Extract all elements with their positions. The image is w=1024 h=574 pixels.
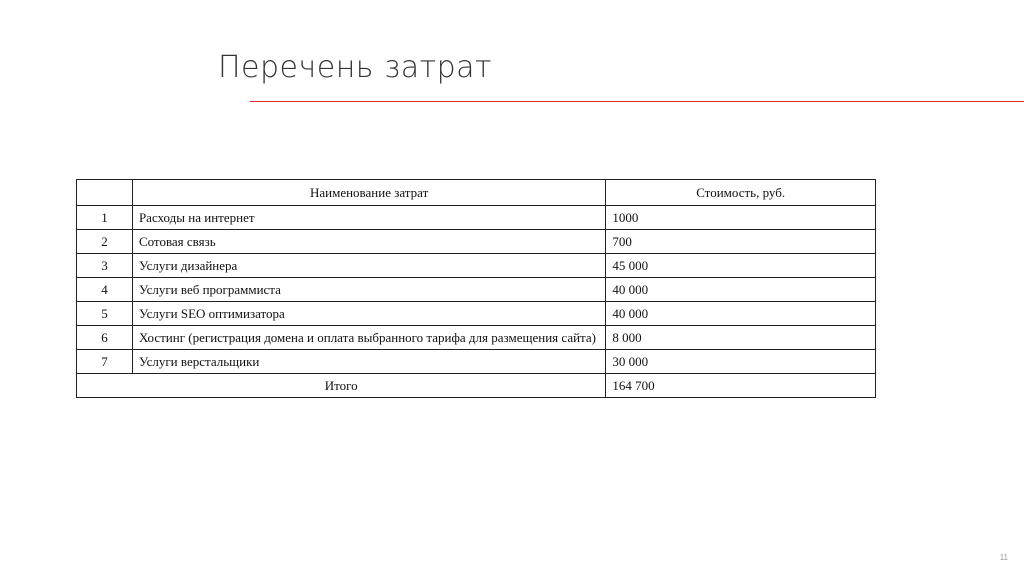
row-cost: 40 000 xyxy=(606,302,876,326)
row-number: 5 xyxy=(77,302,133,326)
page-number: 11 xyxy=(999,553,1008,562)
row-name: Услуги дизайнера xyxy=(132,254,605,278)
table-row xyxy=(77,326,876,350)
header-cost-value: Стоимость, руб. xyxy=(606,180,876,206)
row-number: 7 xyxy=(77,350,133,374)
row-cost: 30 000 xyxy=(606,350,876,374)
table-row xyxy=(77,254,876,278)
slide-title: Перечень затрат xyxy=(218,50,492,85)
header-cost-name: Наименование затрат xyxy=(132,180,605,206)
row-cost: 700 xyxy=(606,230,876,254)
row-number: 1 xyxy=(77,206,133,230)
row-cost: 8 000 xyxy=(606,326,876,350)
header-number xyxy=(77,180,133,206)
title-divider xyxy=(250,101,1024,102)
row-cost: 45 000 xyxy=(606,254,876,278)
row-number: 2 xyxy=(77,230,133,254)
table-row xyxy=(77,302,876,326)
total-cost: 164 700 xyxy=(606,374,876,398)
row-number: 3 xyxy=(77,254,133,278)
row-number: 4 xyxy=(77,278,133,302)
row-number: 6 xyxy=(77,326,133,350)
row-name: Услуги веб программиста xyxy=(132,278,605,302)
row-name: Услуги SEO оптимизатора xyxy=(132,302,605,326)
row-cost: 1000 xyxy=(606,206,876,230)
table-row xyxy=(77,230,876,254)
table-row xyxy=(77,350,876,374)
row-name: Сотовая связь xyxy=(132,230,605,254)
total-row xyxy=(77,374,876,398)
table-header-row xyxy=(77,180,876,206)
table-row xyxy=(77,206,876,230)
row-name: Хостинг (регистрация домена и оплата выбранного тарифа для размещения сайта) xyxy=(132,326,605,350)
table-row xyxy=(77,278,876,302)
row-name: Услуги верстальщики xyxy=(132,350,605,374)
row-name: Расходы на интернет xyxy=(132,206,605,230)
total-label: Итого xyxy=(77,374,606,398)
row-cost: 40 000 xyxy=(606,278,876,302)
cost-table xyxy=(76,179,876,398)
